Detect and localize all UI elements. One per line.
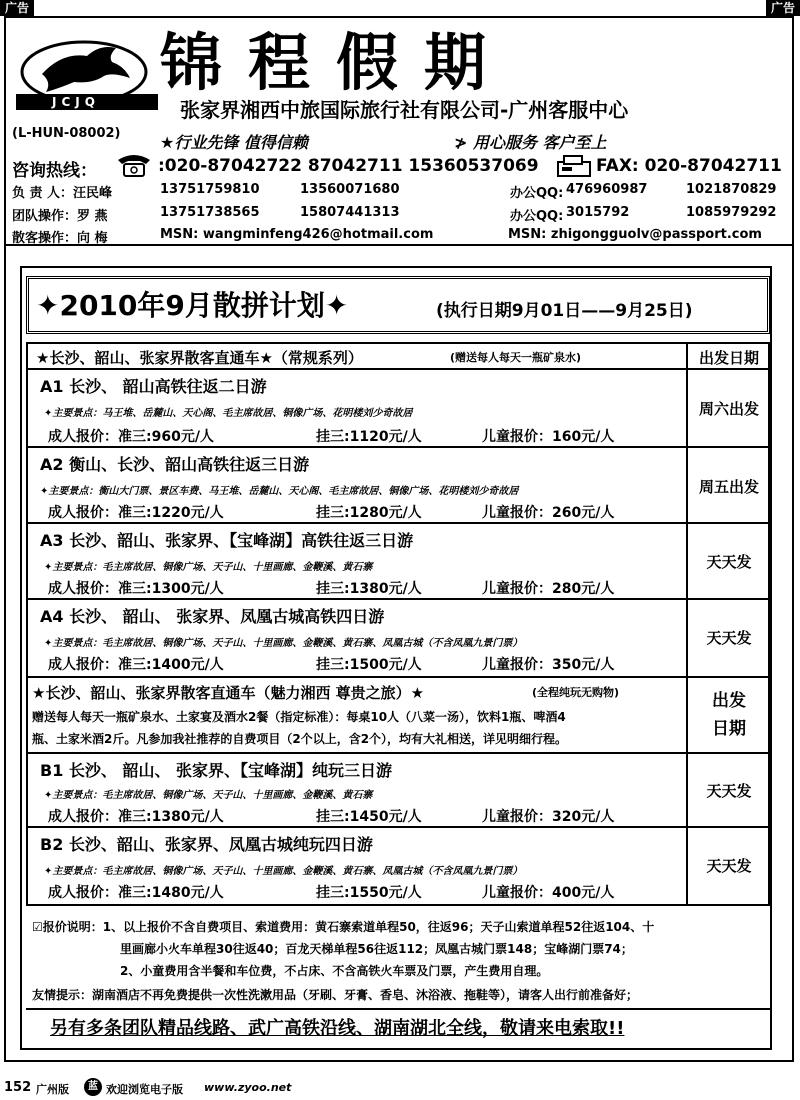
contact-phone: 13751738565 (160, 205, 260, 220)
table-line (26, 342, 770, 344)
upgrade-price: 挂三:1280元/人 (316, 505, 422, 521)
ad-tag-left: 广告 (0, 0, 34, 16)
footer-welcome: 欢迎浏览电子版 (106, 1083, 183, 1096)
section1-header: ★长沙、韶山、张家界散客直通车★（常规系列） (36, 349, 363, 367)
price-note: 里画廊小火车单程30往返40；百龙天梯单程56往返112；凤凰古城门票148；宝峰湖门票74； (120, 942, 633, 956)
price-note: 2、小童费用含半餐和车位费，不占床、不含高铁火车票及门票，产生费用自理。 (120, 964, 549, 978)
contact-qq: 1085979292 (686, 205, 777, 220)
fax-icon (556, 154, 592, 178)
hotline-label: 咨询热线： (12, 161, 97, 181)
slogan-two: ≯ 用心服务 客户至上 (454, 133, 607, 152)
adult-price: 成人报价：准三:1400元/人 (48, 657, 224, 673)
page-number: 152 (4, 1080, 32, 1095)
friendly-tip: 友情提示：湖南酒店不再免费提供一次性洗漱用品（牙刷、牙膏、香皂、沐浴液、拖鞋等），请客人出行前准备好； (32, 988, 639, 1002)
table-line (26, 522, 770, 524)
table-line (26, 676, 770, 678)
route-title: B1 长沙、 韶山、 张家界、【宝峰湖】纯玩三日游 (40, 761, 393, 780)
table-line (26, 368, 770, 370)
table-left-line (26, 342, 28, 904)
license-number: (L-HUN-08002) (12, 126, 121, 141)
child-price: 儿童报价：350元/人 (482, 657, 615, 673)
adult-price: 成人报价：准三:1380元/人 (48, 809, 224, 825)
table-line (26, 904, 770, 906)
route-spots: ✦主要景点：衡山大门票、景区车费、马王堆、岳麓山、天心阁、毛主席故居、铜像广场、花明楼刘少奇故居 (40, 486, 519, 497)
edition-label: 广州版 (36, 1083, 69, 1096)
brand-name: 锦程假期 (160, 26, 513, 99)
section2-depart-label: 日期 (712, 719, 746, 739)
contact-role: 负 责 人：汪民峰 (12, 186, 113, 201)
route-title: A3 长沙、韶山、张家界、【宝峰湖】高铁往返三日游 (40, 531, 414, 550)
contact-phone: 13751759810 (160, 182, 260, 197)
child-price: 儿童报价：280元/人 (482, 581, 615, 597)
contact-phone: 13560071680 (300, 182, 400, 197)
company-name: 张家界湘西中旅国际旅行社有限公司-广州客服中心 (180, 98, 629, 122)
section2-depart-label: 出发 (712, 691, 746, 711)
contact-qq: 3015792 (566, 205, 630, 220)
price-note: ☑报价说明：1、以上报价不含自费项目、索道费用：黄石寨索道单程50，往返96；天子山索道单程52往返104、十 (32, 920, 655, 934)
route-spots: ✦主要景点：毛主席故居、铜像广场、天子山、十里画廊、金鞭溪、黄石寨 (44, 790, 373, 801)
hotline-numbers: :020-87042722 87042711 15360537069 (158, 156, 539, 176)
adult-price: 成人报价：准三:960元/人 (48, 429, 214, 445)
child-price: 儿童报价：260元/人 (482, 505, 615, 521)
section2-desc: 瓶、土家米酒2斤。凡参加我社推荐的自费项目（2个以上，含2个），均有大礼相送，详见明细行程。 (32, 732, 568, 746)
plan-title: ✦2010年9月散拼计划✦ (36, 289, 349, 322)
depart-day: 天天发 (706, 629, 752, 647)
contact-qq-label: 办公QQ: (510, 186, 564, 201)
upgrade-price: 挂三:1500元/人 (316, 657, 422, 673)
contact-role: 散客操作：向 梅 (12, 231, 108, 246)
route-title: A4 长沙、 韶山、 张家界、凤凰古城高铁四日游 (40, 607, 385, 626)
company-logo (12, 32, 162, 122)
logo-text: JCJQ (52, 95, 100, 109)
contact-qq: 1021870829 (686, 182, 777, 197)
adult-price: 成人报价：准三:1300元/人 (48, 581, 224, 597)
table-line (26, 752, 770, 754)
adult-price: 成人报价：准三:1480元/人 (48, 885, 224, 901)
section2-desc: 赠送每人每天一瓶矿泉水、土家宴及酒水2餐（指定标准）：每桌10人（八菜一汤），饮料1瓶、啤酒4 (32, 710, 566, 724)
route-spots: ✦主要景点：马王堆、岳麓山、天心阁、毛主席故居、铜像广场、花明楼刘少奇故居 (44, 408, 413, 419)
depart-header: 出发日期 (698, 349, 759, 367)
table-right-line (768, 342, 770, 904)
contact-role: 团队操作：罗 燕 (12, 209, 108, 224)
table-line (26, 1008, 770, 1010)
footer-url[interactable]: www.zyoo.net (204, 1081, 292, 1094)
section2-tag: (全程纯玩无购物) (532, 686, 620, 699)
route-spots: ✦主要景点：毛主席故居、铜像广场、天子山、十里画廊、金鞭溪、黄石寨 (44, 562, 373, 573)
table-line (26, 598, 770, 600)
contact-qq-label: 办公QQ: (510, 209, 564, 224)
route-spots: ✦主要景点：毛主席故居、铜像广场、天子山、十里画廊、金鞭溪、黄石寨、凤凰古城（不含凤凰九景门票） (44, 866, 523, 877)
depart-column-line (686, 342, 688, 904)
phone-icon (112, 150, 156, 178)
call-to-action: 另有多条团队精品线路、武广高铁沿线、湖南湖北全线，敬请来电索取!! (50, 1018, 625, 1039)
route-spots: ✦主要景点：毛主席故居、铜像广场、天子山、十里画廊、金鞭溪、黄石寨、凤凰古城（不含凤凰九景门票） (44, 638, 523, 649)
contact-phone: 15807441313 (300, 205, 400, 220)
contact-msn: MSN: zhigongguolv@passport.com (508, 227, 762, 242)
section2-header: ★长沙、韶山、张家界散客直通车（魅力湘西 尊贵之旅）★ (32, 684, 425, 702)
ad-tag-right: 广告 (766, 0, 800, 16)
depart-day: 周六出发 (698, 400, 759, 418)
depart-day: 天天发 (706, 857, 752, 875)
upgrade-price: 挂三:1120元/人 (316, 429, 422, 445)
fax-number: FAX: 020-87042711 (596, 156, 782, 176)
upgrade-price: 挂三:1450元/人 (316, 809, 422, 825)
blue-edition-badge: 蓝 (84, 1078, 102, 1096)
depart-day: 周五出发 (698, 478, 759, 496)
depart-day: 天天发 (706, 553, 752, 571)
child-price: 儿童报价：160元/人 (482, 429, 615, 445)
adult-price: 成人报价：准三:1220元/人 (48, 505, 224, 521)
table-line (26, 826, 770, 828)
contact-msn: MSN: wangminfeng426@hotmail.com (160, 227, 434, 242)
table-line (26, 446, 770, 448)
route-title: B2 长沙、韶山、张家界、凤凰古城纯玩四日游 (40, 835, 373, 854)
upgrade-price: 挂三:1380元/人 (316, 581, 422, 597)
section1-gift: (赠送每人每天一瓶矿泉水) (450, 351, 582, 364)
depart-day: 天天发 (706, 782, 752, 800)
child-price: 儿童报价：400元/人 (482, 885, 615, 901)
route-title: A2 衡山、长沙、韶山高铁往返三日游 (40, 455, 310, 474)
slogan-one: ★行业先锋 值得信赖 (160, 133, 308, 152)
contact-qq: 476960987 (566, 182, 648, 197)
header-divider (4, 244, 794, 246)
route-title: A1 长沙、 韶山高铁往返二日游 (40, 377, 267, 396)
plan-period: (执行日期9月01日——9月25日) (436, 301, 693, 321)
child-price: 儿童报价：320元/人 (482, 809, 615, 825)
upgrade-price: 挂三:1550元/人 (316, 885, 422, 901)
